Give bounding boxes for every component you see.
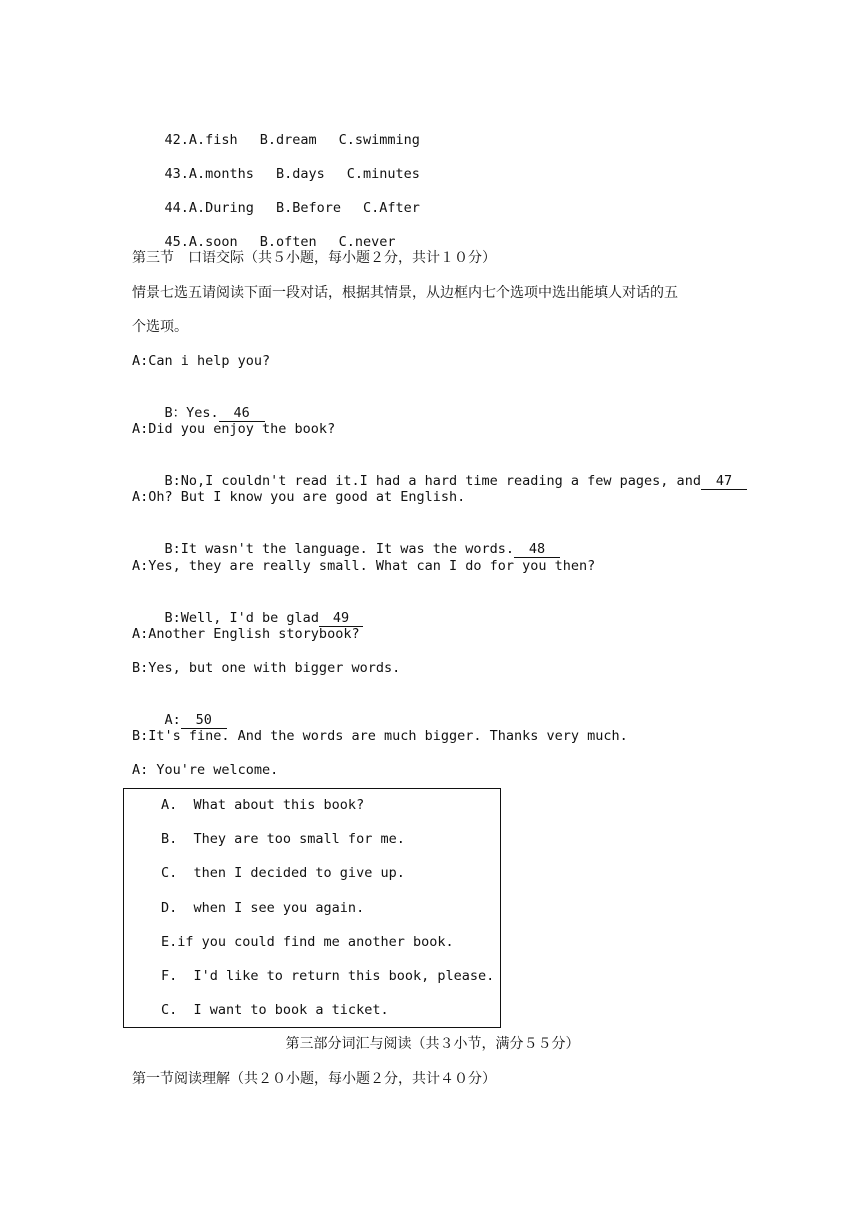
answer-blank: 46: [219, 405, 265, 422]
option-item: B. They are too small for me.: [161, 831, 405, 847]
dialogue-line: A:Did you enjoy the book?: [132, 421, 336, 437]
mc-option-a: A.soon: [188, 234, 238, 250]
dialogue-line: A:Yes, they are really small. What can I do for you then?: [132, 558, 596, 574]
dialogue-line: A:Oh? But I know you are good at English.: [132, 489, 466, 505]
dialogue-text: B:It wasn't the language. It was the words.: [164, 541, 515, 557]
mc-num: 42.: [164, 132, 189, 148]
answer-blank: 47: [701, 473, 747, 490]
option-item: A. What about this book?: [161, 797, 365, 813]
dialogue-text: A:: [164, 712, 181, 728]
answer-blank: 48: [514, 541, 560, 558]
mc-num: 44.: [164, 200, 189, 216]
mc-option-b: B.Before: [275, 200, 341, 216]
mc-option-c: C.swimming: [338, 132, 420, 148]
option-item: F. I'd like to return this book, please.: [161, 968, 495, 984]
dialogue-text: B:No,I couldn't read it.I had a hard time reading a few pages, and: [164, 473, 701, 489]
dialogue-line: B:Yes, but one with bigger words.: [132, 660, 401, 676]
dialogue-line: A:Can i help you?: [132, 353, 271, 369]
mc-num: 45.: [164, 234, 189, 250]
mc-option-b: B.days: [275, 166, 325, 182]
option-item: E.if you could find me another book.: [161, 934, 454, 950]
mc-option-c: C.After: [362, 200, 420, 216]
instructions-line-1: 情景七选五请阅读下面一段对话，根据其情景，从边框内七个选项中选出能填人对话的五: [132, 285, 678, 301]
mc-option-b: B.dream: [259, 132, 317, 148]
answer-blank: 50: [181, 712, 227, 729]
option-item: C. then I decided to give up.: [161, 865, 405, 881]
mc-option-a: A.During: [188, 200, 254, 216]
section-heading: 第三节 口语交际（共５小题，每小题２分，共计１０分）: [132, 250, 496, 266]
mc-option-b: B.often: [259, 234, 317, 250]
answer-blank: 49: [319, 610, 363, 627]
section-heading: 第一节阅读理解（共２０小题，每小题２分，共计４０分）: [132, 1071, 496, 1087]
dialogue-line: A:Another English storybook?: [132, 626, 360, 642]
option-item: C. I want to book a ticket.: [161, 1002, 389, 1018]
dialogue-line: A: You're welcome.: [132, 762, 279, 778]
dialogue-line: B:It's fine. And the words are much bigger. Thanks very much.: [132, 728, 628, 744]
option-item: D. when I see you again.: [161, 900, 365, 916]
part-heading: 第三部分词汇与阅读（共３小节，满分５５分）: [285, 1036, 580, 1052]
mc-option-c: C.never: [338, 234, 396, 250]
mc-option-a: A.fish: [188, 132, 238, 148]
mc-option-c: C.minutes: [346, 166, 420, 182]
mc-num: 43.: [164, 166, 189, 182]
mc-option-a: A.months: [188, 166, 254, 182]
dialogue-text: B:Well, I'd be glad: [164, 610, 319, 626]
instructions-line-2: 个选项。: [132, 319, 188, 335]
dialogue-text: B：Yes.: [164, 405, 219, 421]
